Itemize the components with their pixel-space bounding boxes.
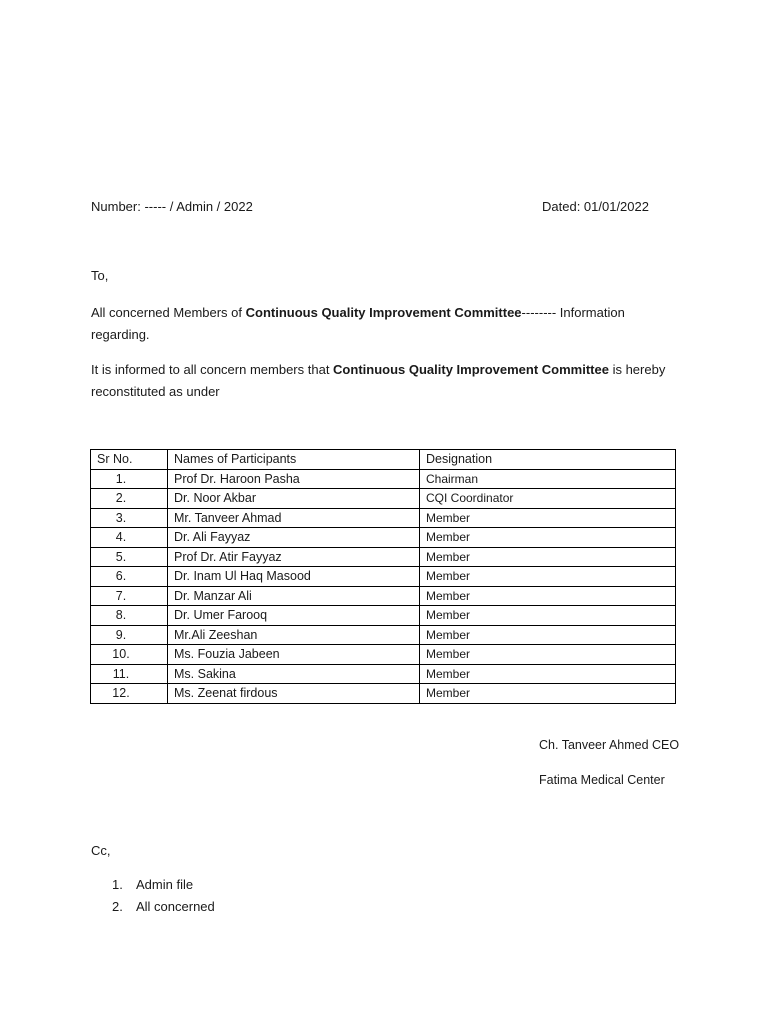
header-designation: Designation [420, 450, 676, 470]
designation-cell: Member [420, 508, 676, 528]
body-paragraph [91, 359, 671, 403]
table-row [91, 508, 676, 528]
table-row [91, 528, 676, 548]
table-row [91, 586, 676, 606]
signatory-organization: Fatima Medical Center [539, 773, 665, 787]
subject-text-start: All concerned Members of [91, 305, 246, 320]
sr-cell: 12. [91, 684, 168, 704]
table-row [91, 684, 676, 704]
name-cell: Dr. Noor Akbar [168, 489, 420, 509]
sr-cell: 3. [91, 508, 168, 528]
signatory-name: Ch. Tanveer Ahmed CEO [539, 738, 680, 752]
designation-cell: Member [420, 547, 676, 567]
body-text-end: is hereby reconstituted as under [91, 362, 666, 399]
name-cell: Ms. Fouzia Jabeen [168, 645, 420, 665]
sr-cell: 6. [91, 567, 168, 587]
name-cell: Mr.Ali Zeeshan [168, 625, 420, 645]
committee-name: Continuous Quality Improvement Committee [245, 305, 522, 320]
salutation: To, [91, 268, 109, 283]
sr-cell: 1. [91, 469, 168, 489]
designation-cell: CQI Coordinator [420, 489, 676, 509]
table-row [91, 469, 676, 489]
sr-cell: 11. [91, 664, 168, 684]
designation-cell: Member [420, 528, 676, 548]
sr-cell: 2. [91, 489, 168, 509]
date: Dated: 01/01/2022 [542, 199, 649, 214]
name-cell: Dr. Manzar Ali [168, 586, 420, 606]
name-cell: Dr. Ali Fayyaz [168, 528, 420, 548]
reference-number: Number: ----- / Admin / 2022 [91, 199, 253, 214]
table-row [91, 567, 676, 587]
header-names: Names of Participants [168, 450, 420, 470]
sr-cell: 8. [91, 606, 168, 626]
participants-table [90, 449, 676, 704]
table-row [91, 645, 676, 665]
cc-label: Cc, [91, 843, 111, 858]
designation-cell: Member [420, 625, 676, 645]
designation-cell: Member [420, 606, 676, 626]
designation-cell: Chairman [420, 469, 676, 489]
sr-cell: 5. [91, 547, 168, 567]
table-row [91, 547, 676, 567]
cc-list [112, 876, 215, 920]
designation-cell: Member [420, 664, 676, 684]
name-cell: Ms. Zeenat firdous [168, 684, 420, 704]
list-item [112, 898, 215, 920]
sr-cell: 7. [91, 586, 168, 606]
sr-cell: 10. [91, 645, 168, 665]
subject-text-end: -------- Information regarding. [91, 305, 625, 342]
header-sr-no: Sr No. [91, 450, 168, 470]
subject-paragraph [91, 302, 671, 346]
list-item-number: 1. [112, 877, 123, 892]
designation-cell: Member [420, 645, 676, 665]
list-item-number: 2. [112, 899, 123, 914]
name-cell: Mr. Tanveer Ahmad [168, 508, 420, 528]
list-item-text: All concerned [136, 899, 215, 914]
designation-cell: Member [420, 586, 676, 606]
list-item [112, 876, 215, 898]
body-text-start: It is informed to all concern members that [91, 362, 334, 377]
committee-name: Continuous Quality Improvement Committee [333, 362, 609, 377]
sr-cell: 9. [91, 625, 168, 645]
name-cell: Prof Dr. Haroon Pasha [168, 469, 420, 489]
name-cell: Prof Dr. Atir Fayyaz [168, 547, 420, 567]
list-item-text: Admin file [136, 877, 194, 892]
table-row [91, 489, 676, 509]
table-row [91, 606, 676, 626]
sr-cell: 4. [91, 528, 168, 548]
designation-cell: Member [420, 684, 676, 704]
table-row [91, 625, 676, 645]
designation-cell: Member [420, 567, 676, 587]
name-cell: Dr. Inam Ul Haq Masood [168, 567, 420, 587]
table-header-row [91, 450, 676, 470]
name-cell: Dr. Umer Farooq [168, 606, 420, 626]
name-cell: Ms. Sakina [168, 664, 420, 684]
table-row [91, 664, 676, 684]
